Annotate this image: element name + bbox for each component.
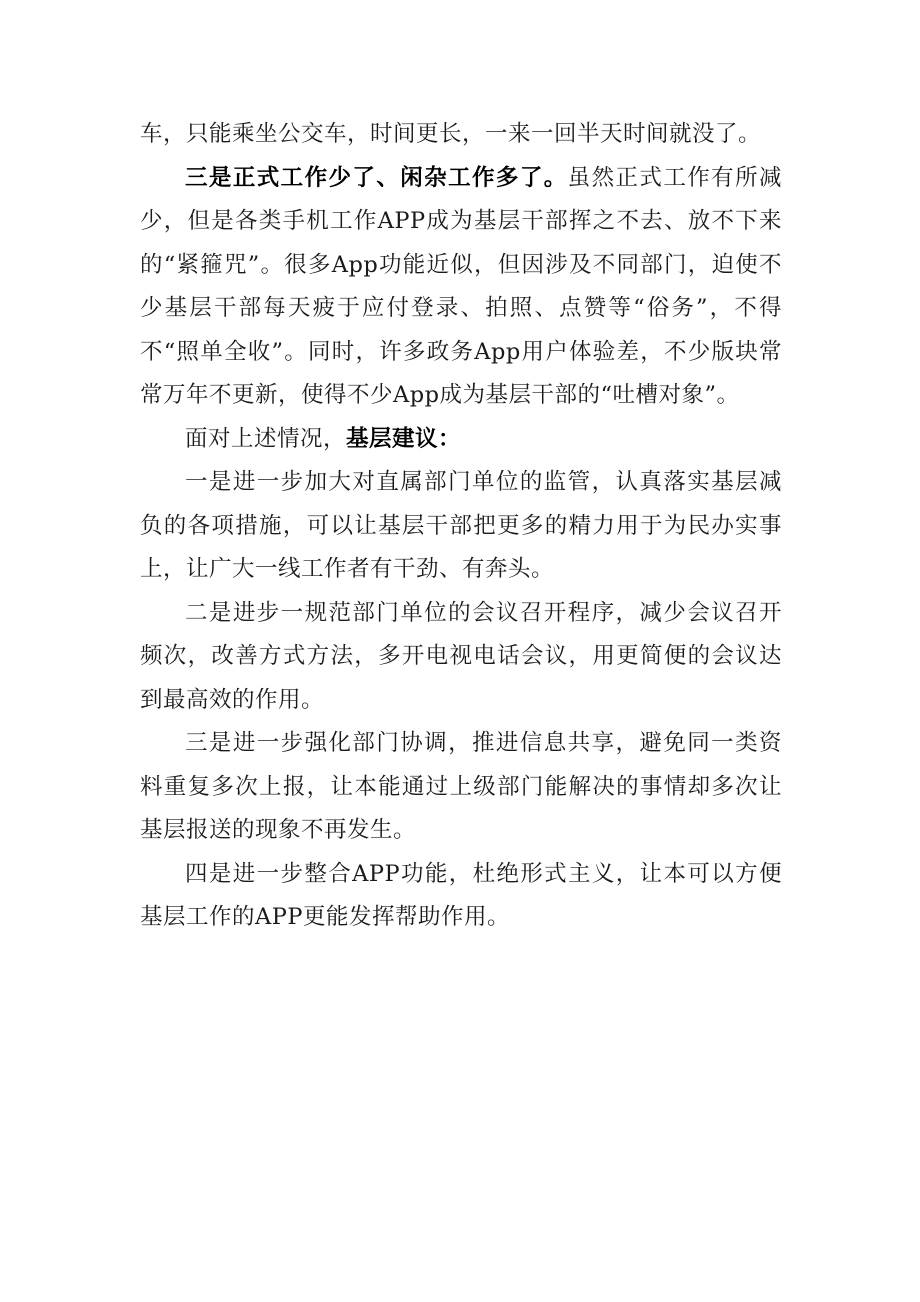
paragraph-text: 虽然正式工作有所减少，但是各类手机工作APP成为基层干部挥之不去、放不下来的“紧箍咒”。很多App功能近似，但因涉及不同部门，迫使不少基层干部每天疲于应付登录、拍照、点赞等“俗务”，不得不“照单全收”。同时，许多政务App用户体验差，不少版块常常万年不更新，使得不少App成为基层干部的“吐槽对象”。 bbox=[140, 164, 782, 408]
paragraph-suggestion-two bbox=[140, 592, 782, 723]
paragraph-text: 车，只能乘坐公交车，时间更长，一来一回半天时间就没了。 bbox=[140, 121, 762, 147]
paragraph-text: 面对上述情况， bbox=[185, 425, 347, 452]
document-body bbox=[140, 113, 782, 940]
paragraph-suggestions-intro bbox=[140, 418, 782, 462]
paragraph-text: 一是进一步加大对直属部门单位的监管，认真落实基层减负的各项措施，可以让基层干部把更多的精力用于为民办实事上，让广大一线工作者有干劲、有奔头。 bbox=[140, 469, 782, 582]
paragraph-continuation bbox=[140, 113, 782, 157]
paragraph-point-three-problem bbox=[140, 157, 782, 418]
paragraph-text: 二是进步一规范部门单位的会议召开程序，减少会议召开频次，改善方式方法，多开电视电话会议，用更简便的会议达到最高效的作用。 bbox=[140, 599, 782, 713]
paragraph-text: 四是进一步整合APP功能，杜绝形式主义，让本可以方便基层工作的APP更能发挥帮助作用。 bbox=[140, 860, 782, 930]
paragraph-lead-heading: 三是正式工作少了、闲杂工作多了。 bbox=[185, 164, 568, 191]
paragraph-suggestion-one bbox=[140, 461, 782, 592]
paragraph-suggestion-three bbox=[140, 722, 782, 853]
paragraph-trail-heading: 基层建议： bbox=[346, 425, 462, 452]
paragraph-text: 三是进一步强化部门协调，推进信息共享，避免同一类资料重复多次上报，让本能通过上级部门能解决的事情却多次让基层报送的现象不再发生。 bbox=[140, 730, 782, 843]
paragraph-suggestion-four bbox=[140, 853, 782, 940]
